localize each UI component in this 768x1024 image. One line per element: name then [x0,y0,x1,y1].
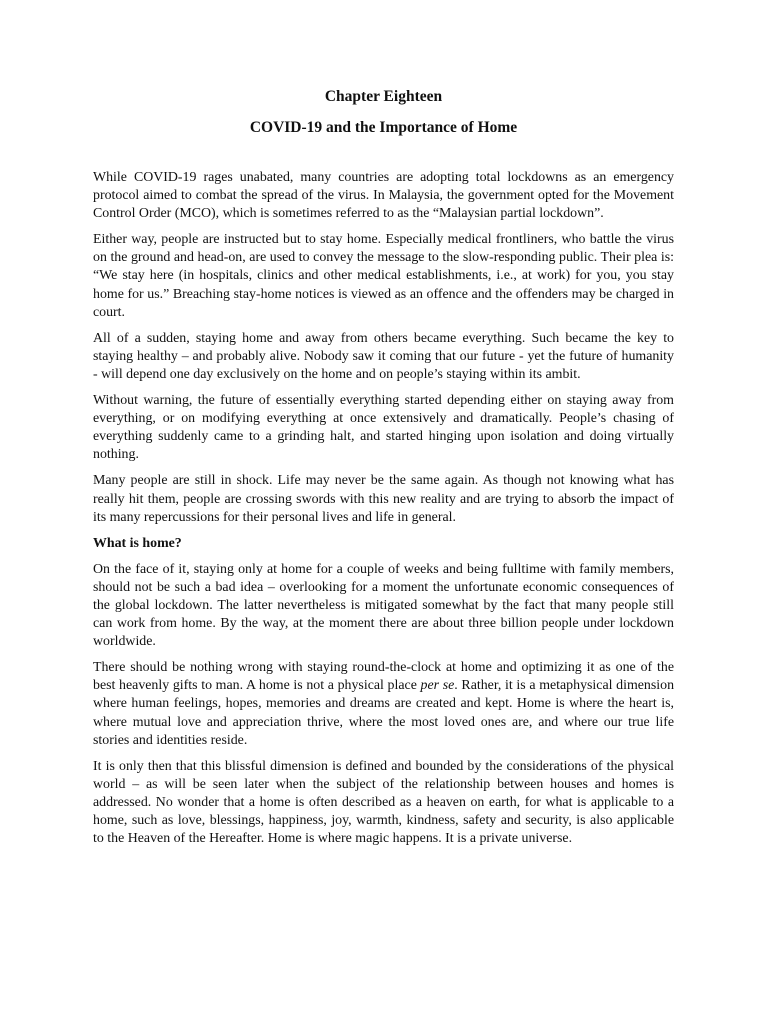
chapter-label: Chapter Eighteen [324,88,443,105]
paragraph-4: Without warning, the future of essentially everything started depending either on staying away from everything, or on modifying everything at once extensively and dramatically. People’s chasing of everything suddenly came to a grinding halt, and started hinging upon isolation and doing virtually nothing. [93,393,674,463]
paragraph-5: Many people are still in shock. Life may never be the same again. As though not knowing what has really hit them, people are crossing swords with this new reality and are trying to absorb the impact of its many repercussions for their personal lives and life in general. [93,473,674,525]
paragraph-3: All of a sudden, staying home and away from others became everything. Such became the key to staying healthy – and probably alive. Nobody saw it coming that our future - yet the future of humanity - will depend one day exclusively on the home and on people’s staying within its ambit. [93,330,674,382]
paragraph-1: While COVID-19 rages unabated, many countries are adopting total lockdowns as an emergency protocol aimed to combat the spread of the virus. In Malaysia, the government opted for the Movement Control Order (MCO), which is sometimes referred to as the “Malaysian partial lockdown”. [93,170,674,222]
paragraph-7-italic-phrase: per se [420,678,455,694]
body-text [93,169,674,848]
section-heading: What is home? [93,535,182,551]
paragraph-7 [93,659,674,749]
paragraph-6: On the face of it, staying only at home for a couple of weeks and being fulltime with family members, should not be such a bad idea – overlooking for a moment the unfortunate economic consequences of the global lockdown. The latter nevertheless is mitigated somewhat by the fact that many people still can work from home. By the way, at the moment there are about three billion people under lockdown worldwide. [93,561,674,650]
paragraph-8: It is only then that this blissful dimension is defined and bounded by the considerations of the physical world – as will be seen later when the subject of the relationship between houses and homes is addressed. No wonder that a home is often described as a heaven on earth, for what is applicable to a home, such as love, blessings, happiness, joy, warmth, kindness, safety and security, is also applicable to the Heaven of the Hereafter. Home is where magic happens. It is a private universe. [93,758,674,847]
paragraph-7-text-start: There should be nothing wrong with staying round-the-clock at home and optimizing it as one of the best heavenly gifts to man. A home is not a physical place [93,660,674,694]
paragraph-7-text-end: . Rather, it is a metaphysical dimension where human feelings, hopes, memories and dreams are created and kept. Home is where the heart is, where mutual love and appreciation thrive, where the most loved ones are, and where our true life stories and identities reside. [93,678,675,748]
paragraph-2: Either way, people are instructed but to stay home. Especially medical frontliners, who battle the virus on the ground and head-on, are used to convey the message to the slow-responding public. Their plea is: “We stay here (in hospitals, clinics and other medical establishments, i.e., at work) for you, you stay home for us.” Breaching stay-home notices is viewed as an offence and the offenders may be charged in court. [93,232,674,320]
chapter-title: COVID-19 and the Importance of Home [249,119,518,136]
